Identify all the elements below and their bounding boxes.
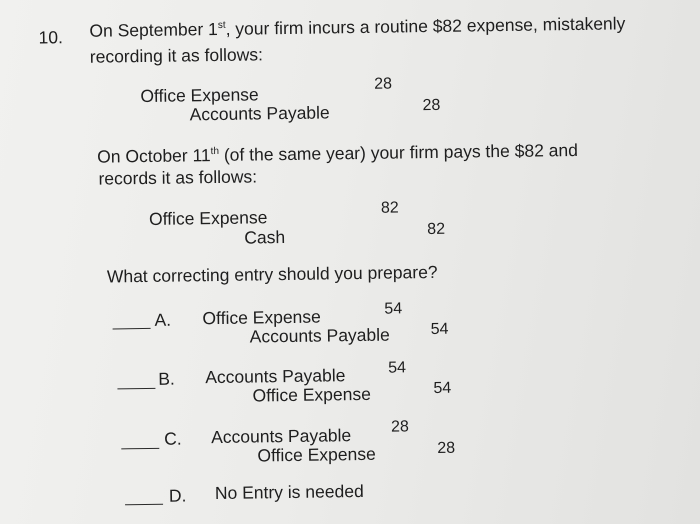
answer-blank-a[interactable]	[113, 328, 151, 330]
option-a-debit-amount: 54	[384, 300, 403, 318]
option-b-letter: B.	[158, 368, 175, 389]
answer-blank-b[interactable]	[117, 388, 155, 390]
option-a-credit-amount: 54	[430, 320, 449, 339]
option-a-debit-account: Office Expense	[202, 306, 321, 329]
option-b-credit-amount: 54	[433, 379, 452, 397]
option-d-text: No Entry is needed	[214, 480, 364, 504]
entry2-debit-amount: 82	[380, 199, 399, 217]
option-a-credit-account: Accounts Payable	[249, 324, 390, 347]
question-prompt: What correcting entry should you prepare?	[106, 261, 438, 287]
option-b-debit-amount: 54	[388, 359, 407, 377]
option-d-letter: D.	[168, 485, 187, 506]
question-line-1: On September 1st, your firm incurs a routine $82 expense, mistakenly	[89, 13, 626, 41]
option-c-credit-amount: 28	[437, 439, 456, 457]
option-b-debit-account: Accounts Payable	[205, 365, 346, 388]
paragraph2-line-2: records it as follows:	[98, 166, 258, 189]
answer-blank-d[interactable]	[125, 504, 163, 506]
entry2-credit-account: Cash	[244, 227, 286, 248]
option-c-debit-amount: 28	[390, 418, 409, 436]
entry1-debit-amount: 28	[374, 75, 393, 93]
paragraph2-line-1: On October 11th (of the same year) your firm pays the $82 and	[97, 139, 579, 167]
entry2-credit-amount: 82	[427, 220, 446, 239]
option-c-letter: C.	[164, 428, 182, 449]
entry2-debit-account: Office Expense	[148, 207, 268, 229]
option-a-letter: A.	[154, 309, 172, 330]
answer-blank-c[interactable]	[121, 448, 159, 450]
option-c-credit-account: Office Expense	[257, 443, 376, 466]
entry1-credit-amount: 28	[422, 96, 441, 115]
option-b-credit-account: Office Expense	[252, 383, 372, 406]
option-c-debit-account: Accounts Payable	[210, 425, 352, 448]
entry1-debit-account: Office Expense	[140, 84, 259, 107]
entry1-credit-account: Accounts Payable	[189, 102, 330, 125]
question-line-2: recording it as follows:	[89, 44, 264, 67]
question-number: 10.	[38, 27, 63, 48]
